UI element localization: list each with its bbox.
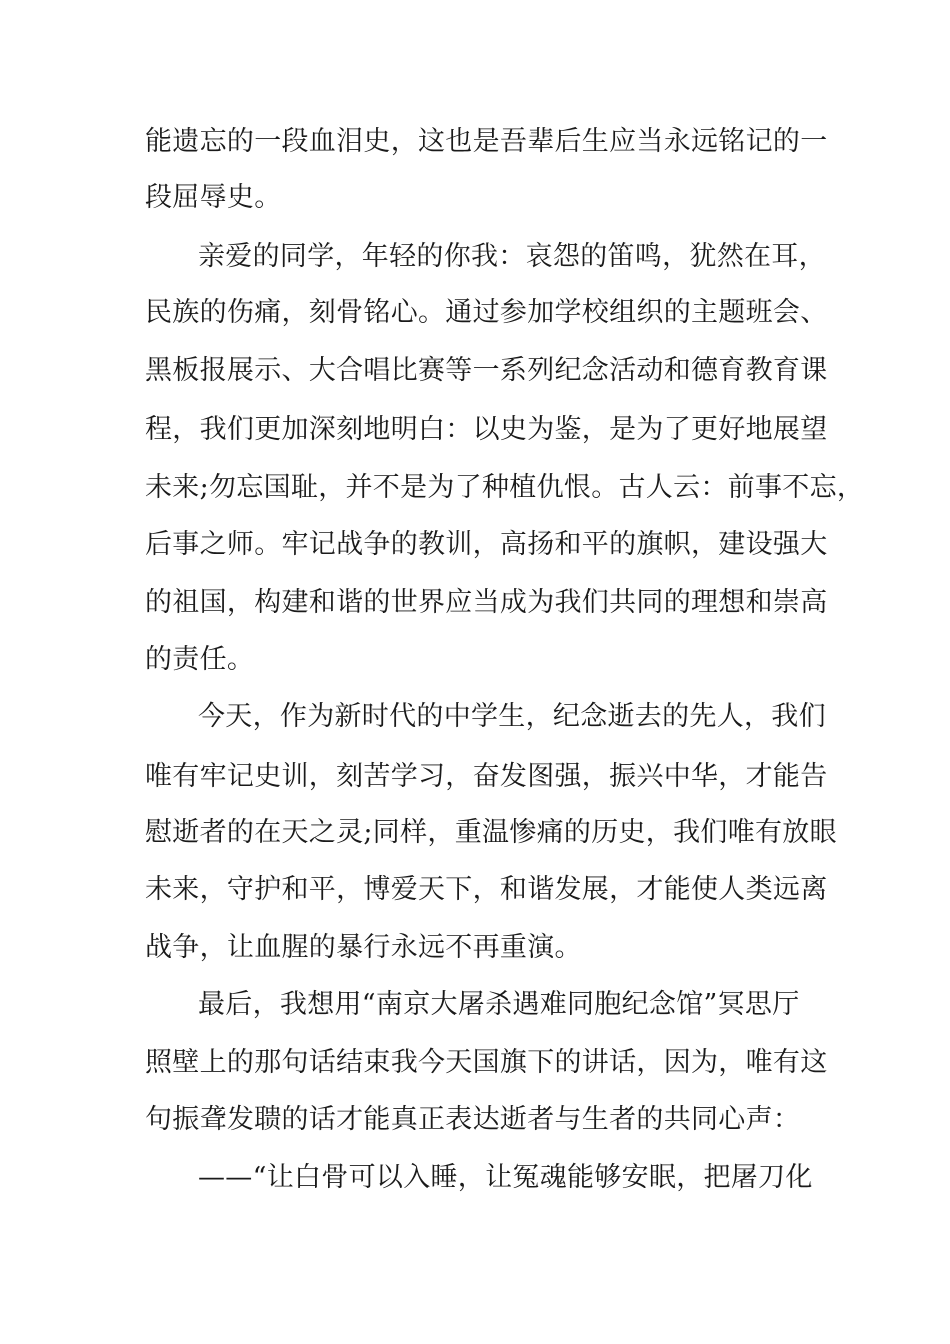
- text-line: 的祖国，构建和谐的世界应当成为我们共同的理想和崇高: [145, 587, 828, 618]
- text-line: 句振聋发聩的话才能真正表达逝者与生者的共同心声：: [145, 1104, 801, 1135]
- text-line: 能遗忘的一段血泪史，这也是吾辈后生应当永远铭记的一: [145, 126, 828, 157]
- text-line: 的责任。: [145, 644, 255, 675]
- text-line: 亲爱的同学，年轻的你我：哀怨的笛鸣，犹然在耳，: [198, 241, 826, 272]
- text-line: 程，我们更加深刻地明白：以史为鉴，是为了更好地展望: [145, 414, 828, 445]
- text-line: 慰逝者的在天之灵;同样，重温惨痛的历史，我们唯有放眼: [145, 817, 837, 848]
- text-line: 民族的伤痛，刻骨铭心。通过参加学校组织的主题班会、: [145, 297, 828, 328]
- text-line: ——“让白骨可以入睡，让冤魂能够安眠，把屠刀化: [198, 1162, 813, 1193]
- text-line: 今天，作为新时代的中学生，纪念逝去的先人，我们: [198, 701, 826, 732]
- text-line: 未来，守护和平，博爱天下，和谐发展，才能使人类远离: [145, 874, 828, 905]
- text-line: 唯有牢记史训，刻苦学习，奋发图强，振兴中华，才能告: [145, 761, 828, 792]
- text-line: 黑板报展示、大合唱比赛等一系列纪念活动和德育教育课: [145, 355, 828, 386]
- text-line: 战争，让血腥的暴行永远不再重演。: [145, 932, 582, 963]
- text-line: 段屈辱史。: [145, 182, 282, 213]
- text-line: 后事之师。牢记战争的教训，高扬和平的旗帜，建设强大: [145, 529, 828, 560]
- text-line: 最后，我想用“南京大屠杀遇难同胞纪念馆”冥思厅: [198, 989, 800, 1020]
- text-line: 照壁上的那句话结束我今天国旗下的讲话，因为，唯有这: [145, 1047, 828, 1078]
- text-line: 未来;勿忘国耻，并不是为了种植仇恨。古人云：前事不忘，: [145, 472, 865, 503]
